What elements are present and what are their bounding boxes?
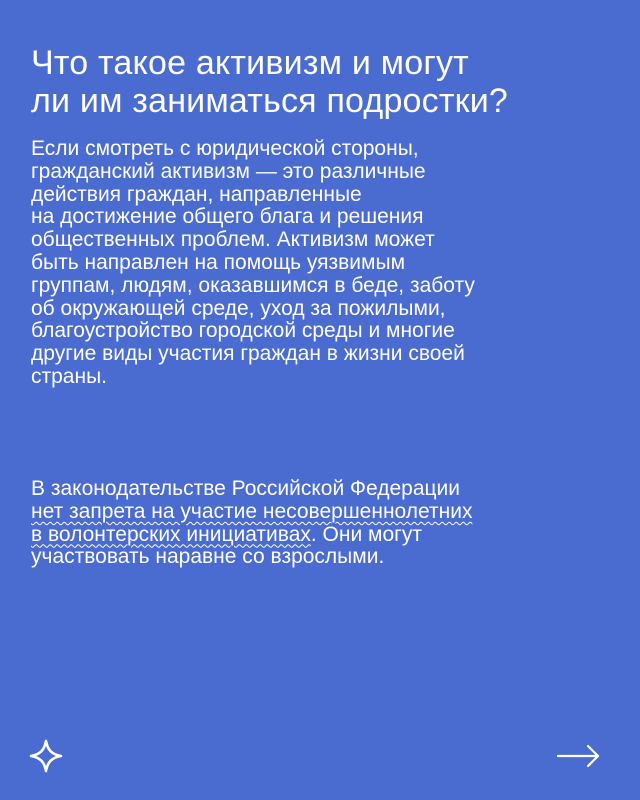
paragraph-line: гражданский активизм — это различные	[31, 159, 426, 183]
paragraph-line: на достижение общего блага и решения	[31, 205, 424, 229]
paragraph-line: Если смотреть с юридической стороны,	[31, 137, 419, 160]
paragraph-definition	[31, 138, 616, 389]
paragraph-law	[31, 478, 616, 569]
right-arrow-icon[interactable]	[556, 740, 602, 772]
paragraph-line: участвовать наравне со взрослыми.	[31, 545, 385, 569]
slide-title	[31, 44, 611, 120]
paragraph-line: другие виды участия граждан в жизни своей	[31, 342, 465, 366]
highlighted-text: нет запрета на участие несовершеннолетних	[31, 499, 473, 523]
paragraph-line	[31, 501, 616, 524]
paragraph-line: быть направлен на помощь уязвимым	[31, 250, 406, 274]
title-line: ли им заниматься подростки?	[31, 82, 509, 120]
paragraph-line: об окружающей среде, уход за пожилыми,	[31, 296, 446, 320]
paragraph-line	[31, 524, 616, 547]
paragraph-line: действия граждан, направленные	[31, 182, 362, 206]
title-line: Что такое активизм и могут	[31, 44, 469, 82]
paragraph-line: группам, людям, оказавшимся в беде, заботу	[31, 273, 475, 297]
paragraph-text: . Они могут	[310, 522, 422, 546]
sparkle-star-outline-icon	[28, 738, 64, 774]
highlighted-text: в волонтерских инициативах	[31, 522, 311, 546]
paragraph-line: общественных проблем. Активизм может	[31, 228, 435, 252]
paragraph-line: благоустройство городской среды и многие	[31, 319, 455, 343]
paragraph-line: В законодательстве Российской Федерации	[31, 477, 461, 500]
paragraph-line: страны.	[31, 364, 108, 388]
